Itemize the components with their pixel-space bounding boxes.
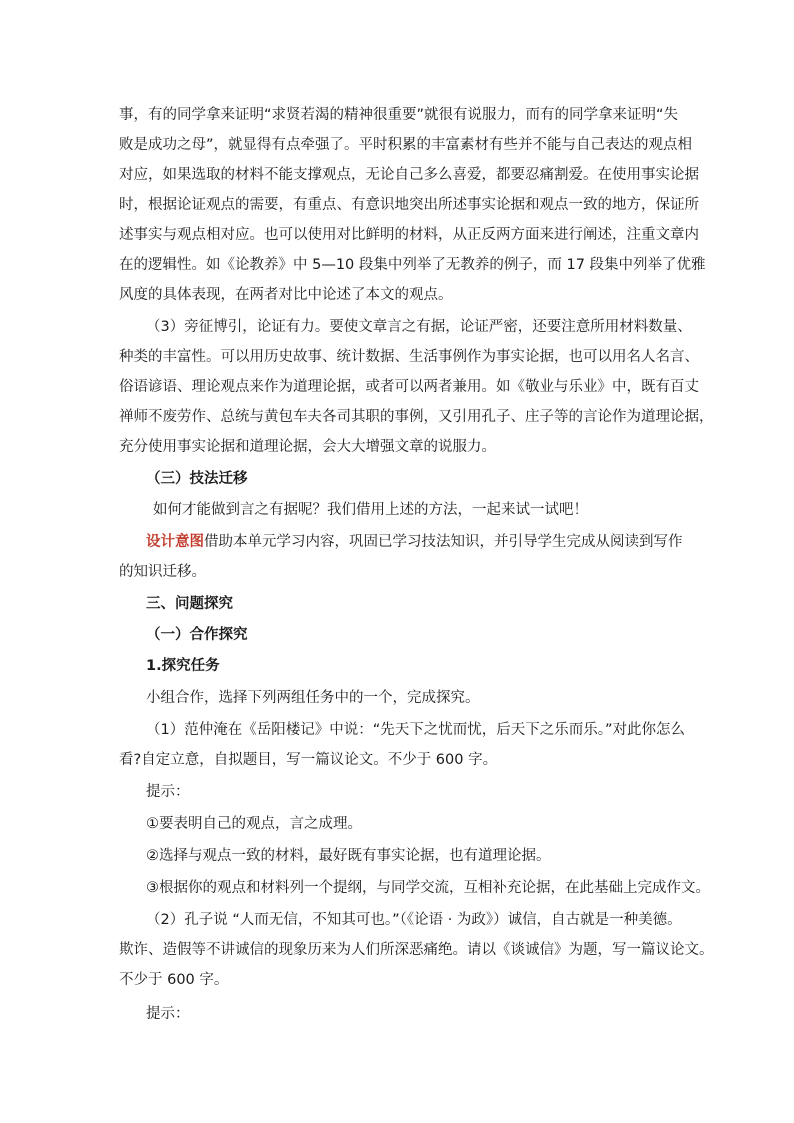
paragraph-line: 述事实与观点相对应。也可以使用对比鲜明的材料，从正反两方面来进行阐述，注重文章内 bbox=[119, 227, 699, 243]
task-intro: 小组合作，选择下列两组任务中的一个，完成探究。 bbox=[146, 690, 480, 706]
hint-label: 提示： bbox=[146, 1006, 190, 1022]
paragraph-line: 在的逻辑性。如《论教养》中 5—10 段集中列举了无教养的例子，而 17 段集中列举了优雅 bbox=[119, 257, 706, 273]
design-intent-label: 设计意图 bbox=[146, 534, 204, 550]
section-heading-3: 三、问题探究 bbox=[146, 596, 233, 612]
subsection-heading: （一）合作探究 bbox=[146, 627, 248, 643]
design-intent-line bbox=[146, 531, 683, 553]
task2-text-cont: 欺诈、造假等不讲诚信的现象历来为人们所深恶痛绝。请以《谈诚信》为题，写一篇议论文。 bbox=[119, 942, 714, 958]
hint-item: ①要表明自己的观点，言之成理。 bbox=[146, 816, 362, 832]
paragraph-line: 种类的丰富性。可以用历史故事、统计数据、生活事例作为事实论据，也可以用名人名言、 bbox=[119, 349, 699, 365]
task-title: 1.探究任务 bbox=[146, 658, 220, 674]
paragraph-line: 对应，如果选取的材料不能支撑观点，无论自己多么喜爱，都要忍痛割爱。在使用事实论据 bbox=[119, 167, 699, 183]
paragraph-line: 事，有的同学拿来证明“求贤若渴的精神很重要”就很有说服力，而有的同学拿来证明“失 bbox=[119, 107, 679, 123]
task1-text-cont: 看?自定立意，自拟题目，写一篇议论文。不少于 600 字。 bbox=[119, 752, 498, 768]
paragraph-line: 时，根据论证观点的需要，有重点、有意识地突出所述事实论据和观点一致的地方，保证所 bbox=[119, 197, 699, 213]
paragraph-line: 风度的具体表现，在两者对比中论述了本文的观点。 bbox=[119, 287, 453, 303]
task2-text-cont: 不少于 600 字。 bbox=[119, 972, 229, 988]
task2-text: （2）孔子说 “人而无信，不知其可也。”（《论语 · 为政》）诚信，自古就是一种美德。 bbox=[146, 912, 682, 928]
design-intent-text-cont: 的知识迁移。 bbox=[119, 564, 206, 580]
skill-text: 如何才能做到言之有据呢？我们借用上述的方法，一起来试一试吧！ bbox=[153, 502, 588, 518]
paragraph-line: 充分使用事实论据和道理论据，会大大增强文章的说服力。 bbox=[119, 439, 496, 455]
section-heading-skill: （三）技法迁移 bbox=[146, 471, 248, 487]
hint-item: ②选择与观点一致的材料，最好既有事实论据，也有道理论据。 bbox=[146, 848, 551, 864]
paragraph-line: 败是成功之母”，就显得有点牵强了。平时积累的丰富素材有些并不能与自己表达的观点相 bbox=[119, 137, 693, 153]
hint-item: ③根据你的观点和材料列一个提纲，与同学交流，互相补充论据，在此基础上完成作文。 bbox=[146, 880, 710, 896]
paragraph-line: 禅师不废劳作、总统与黄包车夫各司其职的事例，又引用孔子、庄子等的言论作为道理论据， bbox=[119, 409, 714, 425]
hint-label: 提示： bbox=[146, 784, 190, 800]
design-intent-text: 借助本单元学习内容，巩固已学习技法知识，并引导学生完成从阅读到写作 bbox=[204, 534, 683, 550]
paragraph-line: （3）旁征博引，论证有力。要使文章言之有据，论证严密，还要注意所用材料数量、 bbox=[146, 319, 692, 335]
paragraph-line: 俗语谚语、理论观点来作为道理论据，或者可以两者兼用。如《敬业与乐业》中，既有百丈 bbox=[119, 379, 699, 395]
task1-text: （1）范仲淹在《岳阳楼记》中说：“先天下之忧而忧，后天下之乐而乐。”对此你怎么 bbox=[146, 722, 685, 738]
